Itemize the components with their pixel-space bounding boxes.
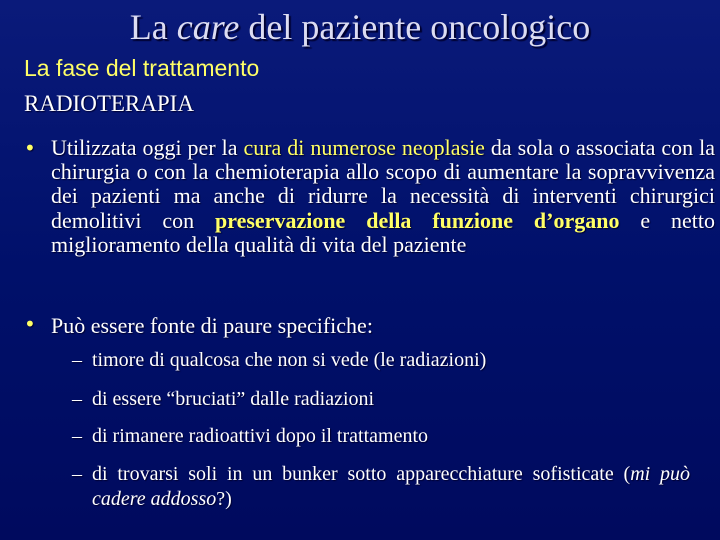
slide-title [0, 6, 720, 48]
bullet-marker-1: • [24, 136, 36, 160]
sub-text-3: di rimanere radioattivi dopo il trattamento [92, 425, 429, 447]
bullet-1-part-2: da sola o associata con la chirurgia o con la chemioterapia allo scopo di aumentare la sopravvivenza dei pazienti ma anche di ridurre la necessità di interventi chirurgici demolitivi con [51, 135, 716, 233]
sub-4-part-2: ?) [216, 488, 232, 510]
sub-text-2: di essere “bruciati” dalle radiazioni [92, 388, 375, 410]
sub-marker-1: – [72, 349, 82, 371]
section-heading: RADIOTERAPIA [24, 91, 194, 116]
title-text-start: La [129, 7, 177, 47]
bullet-text-1 [51, 136, 715, 257]
bullet-1-part-3: e netto miglioramento della qualità di vita del paziente [51, 207, 715, 257]
bullet-1-highlight-2: preservazione della funzione d’organo [214, 207, 620, 233]
title-text-italic: care [176, 7, 240, 47]
bullet-1-highlight-1: cura di numerose neoplasie [243, 135, 485, 160]
slide-subtitle: La fase del trattamento [24, 55, 260, 81]
sub-marker-3: – [72, 425, 82, 447]
bullet-marker-2: • [24, 312, 36, 336]
sub-marker-4: – [72, 463, 82, 485]
sub-marker-2: – [72, 388, 82, 410]
sub-text-4 [92, 462, 690, 512]
title-text-end: del paziente oncologico [239, 7, 591, 47]
sub-4-italic: mi può cadere addosso [92, 463, 691, 510]
bullet-text-2: Può essere fonte di paure specifiche: [51, 313, 373, 338]
sub-text-1: timore di qualcosa che non si vede (le radiazioni) [92, 349, 487, 371]
bullet-1-part-1: Utilizzata oggi per la [51, 135, 244, 160]
sub-4-part-1: di trovarsi soli in un bunker sotto apparecchiature sofisticate ( [92, 463, 631, 485]
